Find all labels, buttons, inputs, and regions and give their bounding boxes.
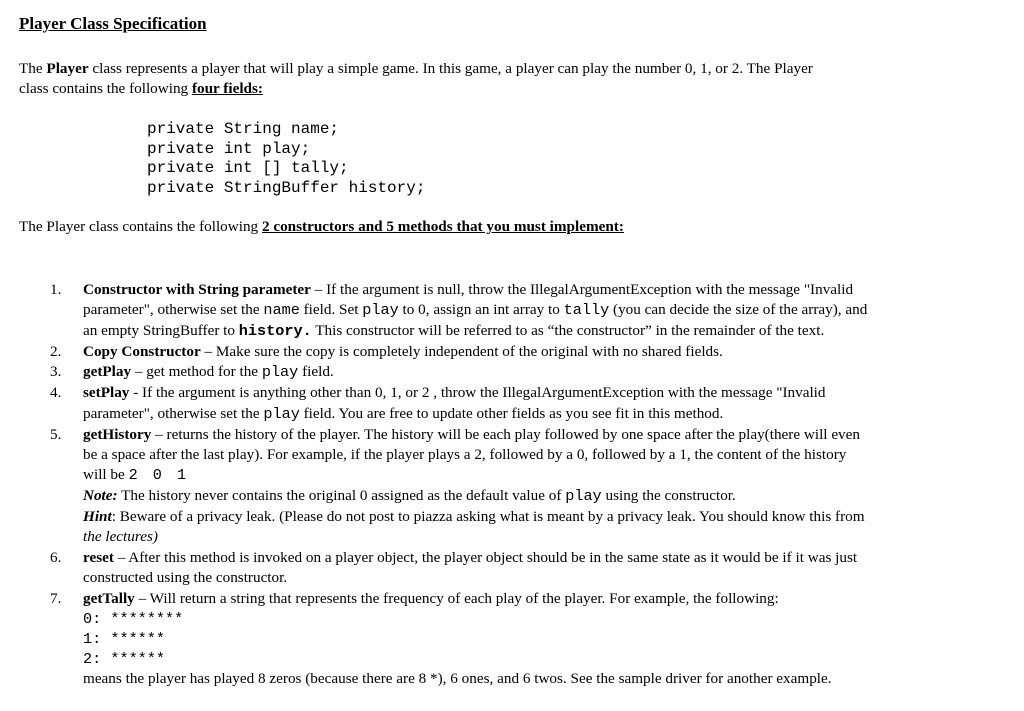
item-text: : Beware of a privacy leak. (Please do not post to piazza asking what is meant by a privacy leak. You should know this from: [111, 508, 865, 525]
hint-line: [83, 507, 865, 527]
list-item-7-line: [83, 589, 779, 609]
list-item-1-line: [83, 280, 853, 300]
tally-line: 0: ********: [83, 610, 184, 628]
item-text: an empty StringBuffer to: [83, 322, 239, 339]
hint-line: the lectures): [83, 528, 158, 545]
item-heading: setPlay: [83, 384, 130, 401]
page-title: Player Class Specification: [19, 14, 207, 33]
methods-intro-text: The Player class contains the following: [19, 218, 262, 235]
tally-line: 2: ******: [83, 650, 166, 668]
item-text: – If the argument is null, throw the IllegalArgumentException with the message "Invalid: [310, 281, 854, 298]
list-item-1-line: [83, 321, 824, 341]
item-text: – Make sure the copy is completely independent of the original with no shared fields.: [200, 343, 723, 360]
item-text: field.: [298, 363, 334, 380]
list-number: 4.: [50, 384, 62, 401]
item-text: – returns the history of the player. The history will be each play followed by one space after the play(there will even: [151, 426, 860, 443]
list-item-4-line: [83, 383, 826, 403]
list-number: 7.: [50, 590, 62, 607]
intro-line-2: [19, 79, 263, 99]
four-fields-label: four fields:: [191, 80, 263, 97]
item-text: – After this method is invoked on a player object, the player object should be in the same state as it would be if it was just: [113, 549, 858, 566]
item-text: – Will return a string that represents the frequency of each play of the player. For example, the following:: [134, 590, 779, 607]
list-item-5-line: [83, 425, 860, 445]
list-number: 3.: [50, 363, 62, 380]
note-line: [83, 486, 736, 506]
field-declaration: private String name;: [147, 120, 340, 138]
note-label: Note:: [83, 487, 118, 504]
inline-code: play: [263, 405, 300, 423]
item-text: – get method for the: [131, 363, 262, 380]
item-text: field. You are free to update other fields as you see fit in this method.: [299, 405, 724, 422]
list-item-5-line: [83, 465, 186, 485]
field-declaration: private int [] tally;: [147, 159, 349, 177]
intro-text: class contains the following: [19, 80, 192, 97]
intro-text: class represents a player that will play a simple game. In this game, a player can play the number 0, 1, or 2. The Player: [88, 60, 813, 77]
field-declaration: private int play;: [147, 140, 311, 158]
inline-code: tally: [563, 301, 610, 319]
item-text: parameter", otherwise set the: [83, 301, 264, 318]
list-item-5-line: be a space after the last play). For example, if the player plays a 2, followed by a 0, followed by a 1, the content of the history: [83, 446, 847, 463]
item-text: will be: [83, 466, 129, 483]
list-item-7-line: means the player has played 8 zeros (because there are 8 *), 6 ones, and 6 twos. See the sample driver for another example.: [83, 670, 832, 687]
item-heading: getHistory: [83, 426, 152, 443]
hint-label: Hint: [83, 508, 112, 525]
item-text: This constructor will be referred to as “the constructor” in the remainder of the text.: [311, 322, 825, 339]
item-text: The history never contains the original 0 assigned as the default value of: [117, 487, 566, 504]
item-text: to 0, assign an int array to: [398, 301, 564, 318]
tally-line: 1: ******: [83, 630, 166, 648]
item-text: (you can decide the size of the array), and: [609, 301, 868, 318]
list-number: 6.: [50, 549, 62, 566]
inline-code: history.: [238, 322, 312, 340]
item-heading: Constructor with String parameter: [83, 281, 311, 298]
list-item-6-line: [83, 548, 857, 568]
item-text: parameter", otherwise set the: [83, 405, 264, 422]
item-heading: getPlay: [83, 363, 132, 380]
inline-code: play: [362, 301, 399, 319]
inline-code: name: [263, 301, 300, 319]
player-class-name: Player: [46, 60, 89, 77]
field-declaration: private StringBuffer history;: [147, 179, 426, 197]
item-text: - If the argument is anything other than 0, 1, or 2 , throw the IllegalArgumentException with the message "Invalid: [129, 384, 826, 401]
inline-code: play: [261, 363, 299, 381]
intro-line-1: [19, 59, 813, 79]
methods-intro-emphasis: 2 constructors and 5 methods that you must implement:: [261, 218, 624, 235]
inline-code: play: [565, 487, 602, 505]
item-text: using the constructor.: [601, 487, 736, 504]
methods-intro: [19, 217, 624, 237]
item-heading: reset: [83, 549, 114, 566]
item-heading: Copy Constructor: [83, 343, 201, 360]
intro-text: The: [19, 60, 47, 77]
list-item-6-line: constructed using the constructor.: [83, 569, 288, 586]
list-item-3-line: [83, 362, 334, 382]
list-number: 5.: [50, 426, 62, 443]
list-item-4-line: [83, 404, 723, 424]
item-text: field. Set: [299, 301, 363, 318]
list-item-2-line: [83, 342, 723, 362]
list-item-1-line: [83, 300, 867, 320]
inline-code: 2 0 1: [128, 466, 187, 484]
item-heading: getTally: [83, 590, 135, 607]
list-number: 2.: [50, 343, 62, 360]
list-number: 1.: [50, 281, 62, 298]
